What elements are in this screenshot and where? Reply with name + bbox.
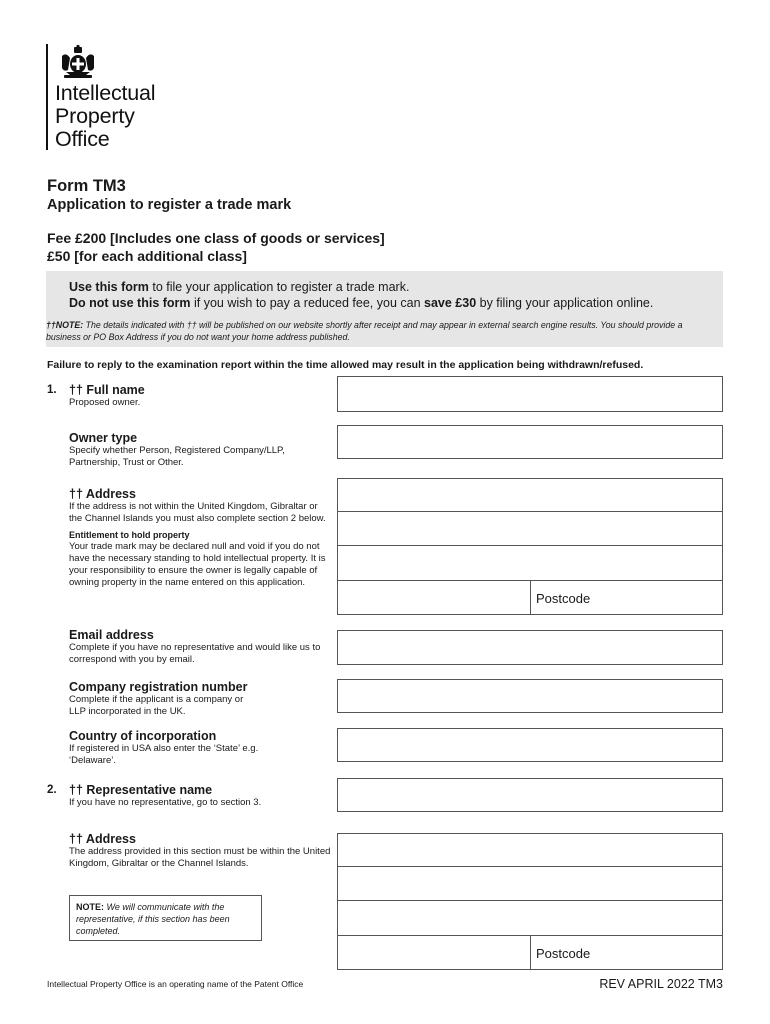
company-number-title: Company registration number <box>69 680 248 694</box>
publication-note <box>46 319 716 343</box>
use-rest: to file your application to register a trade mark. <box>148 280 410 294</box>
footer-operating-name: Intellectual Property Office is an operating name of the Patent Office <box>47 979 304 989</box>
postcode-divider <box>530 936 531 969</box>
owner-postcode-label: Postcode <box>536 591 591 606</box>
use-this-form-line <box>69 280 409 294</box>
section-2-number: 2. <box>47 784 57 796</box>
info-box <box>46 271 723 347</box>
logo-bar <box>46 44 48 150</box>
form-subtitle: Application to register a trade mark <box>47 197 292 213</box>
logo-wordmark <box>55 82 155 151</box>
owner-address-line-2[interactable] <box>337 511 723 546</box>
examination-warning: Failure to reply to the examination report within the time allowed may result in the application being withdrawn/refused. <box>47 359 644 371</box>
representative-address-line-4[interactable] <box>337 935 723 970</box>
owner-address-label <box>69 487 331 589</box>
representative-name-desc: If you have no representative, go to section 3. <box>69 797 262 808</box>
country-label <box>69 729 331 767</box>
form-title: Form TM3 <box>47 177 126 195</box>
representative-address-title: †† Address <box>69 832 136 846</box>
rep-note-text: We will communicate with the representative, if this section has been completed. <box>76 902 230 936</box>
note-body: The details indicated with †† will be published on our website shortly after receipt and may appear in external search engine results. You should provide a business or PO Box Address if you do not want your home address published. <box>46 320 683 342</box>
do-not-use-line <box>69 296 653 310</box>
logo-line-3: Office <box>55 127 110 151</box>
company-number-input[interactable] <box>337 679 723 713</box>
country-title: Country of incorporation <box>69 729 217 743</box>
royal-crest-icon <box>56 44 100 80</box>
owner-type-input[interactable] <box>337 425 723 459</box>
email-desc: Complete if you have no representative and would like us to correspond with you by email. <box>69 642 321 665</box>
postcode-divider <box>530 581 531 614</box>
donot-mid: if you wish to pay a reduced fee, you can <box>190 296 425 310</box>
full-name-label <box>69 383 331 409</box>
representative-name-title: †† Representative name <box>69 783 213 797</box>
representative-address-desc: The address provided in this section must be within the United Kingdom, Gibraltar or the Channel Islands. <box>69 846 331 869</box>
section-1-number: 1. <box>47 384 57 396</box>
representative-address-line-1[interactable] <box>337 833 723 867</box>
owner-address-line-1[interactable] <box>337 478 723 512</box>
owner-address-title: †† Address <box>69 487 136 501</box>
country-input[interactable] <box>337 728 723 762</box>
representative-address-line-2[interactable] <box>337 866 723 901</box>
entitlement-desc: Your trade mark may be declared null and void if you do not have the necessary standing to hold intellectual property. It is your responsibility to ensure the owner is legally capable of owning property in the name entered on this application. <box>69 541 326 588</box>
logo-line-2: Property <box>55 104 135 128</box>
full-name-title: †† Full name <box>69 383 145 397</box>
owner-type-desc: Specify whether Person, Registered Company/LLP, Partnership, Trust or Other. <box>69 445 285 468</box>
full-name-input[interactable] <box>337 376 723 412</box>
representative-postcode-label: Postcode <box>536 946 591 961</box>
email-title: Email address <box>69 628 154 642</box>
fee-line-2: £50 [for each additional class] <box>47 248 247 264</box>
representative-address-line-3[interactable] <box>337 900 723 936</box>
representative-name-label <box>69 783 331 809</box>
donot-bold: Do not use this form <box>69 296 191 310</box>
use-bold: Use this form <box>69 280 149 294</box>
entitlement-title: Entitlement to hold property <box>69 530 190 540</box>
representative-note <box>69 895 262 941</box>
fee-info <box>47 229 385 265</box>
owner-address-line-3[interactable] <box>337 545 723 581</box>
donot-save: save £30 <box>424 296 477 310</box>
rep-note-label: NOTE: <box>76 902 104 912</box>
email-input[interactable] <box>337 630 723 665</box>
note-prefix: ††NOTE: <box>46 320 84 330</box>
owner-address-desc: If the address is not within the United Kingdom, Gibraltar or the Channel Islands you must also complete section 2 below. <box>69 501 326 524</box>
full-name-desc: Proposed owner. <box>69 397 141 408</box>
representative-name-input[interactable] <box>337 778 723 812</box>
email-label <box>69 628 331 666</box>
owner-type-title: Owner type <box>69 431 138 445</box>
representative-address-label <box>69 832 331 870</box>
donot-end: by filing your application online. <box>476 296 654 310</box>
footer-revision: REV APRIL 2022 TM3 <box>599 977 723 991</box>
company-number-label <box>69 680 331 718</box>
country-desc: If registered in USA also enter the ‘State’ e.g. ‘Delaware’. <box>69 743 259 766</box>
owner-address-line-4[interactable] <box>337 580 723 615</box>
logo-line-1: Intellectual <box>55 81 156 105</box>
owner-type-label <box>69 431 331 469</box>
company-number-desc: Complete if the applicant is a company or LLP incorporated in the UK. <box>69 694 244 717</box>
fee-line-1: Fee £200 [Includes one class of goods or services] <box>47 230 385 246</box>
ipo-logo <box>46 44 206 152</box>
